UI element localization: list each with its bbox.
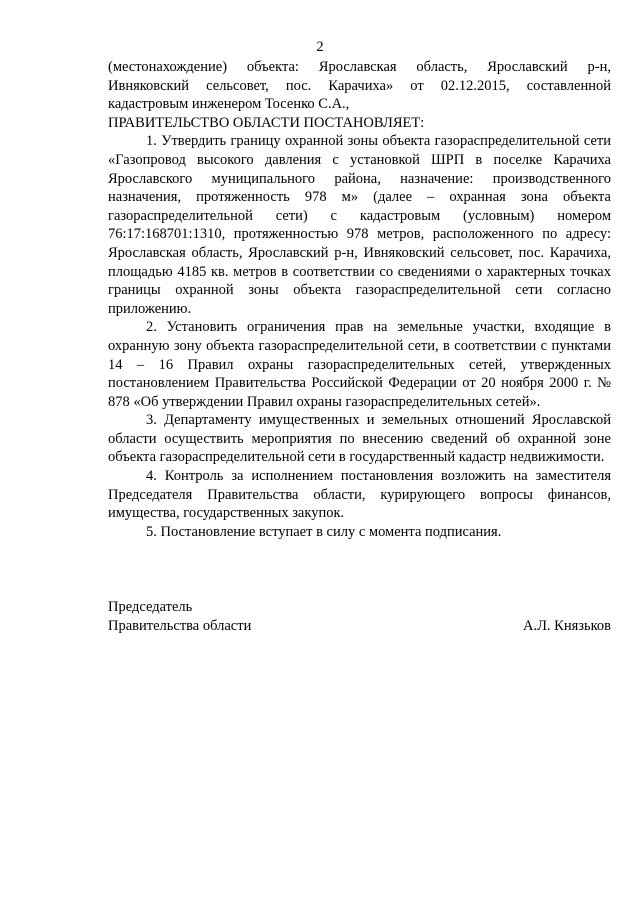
signatory-title-line2: Правительства области: [108, 618, 252, 634]
continuation-paragraph: (местонахождение) объекта: Ярославская область, Ярославский р-н, Ивняковский сельсовет, пос. Карачиха» от 02.12.2015, составленной кадастровым инженером Тосенко С.А.,: [108, 59, 611, 113]
item-4-paragraph: 4. Контроль за исполнением постановления возложить на заместителя Председателя Правительства области, курирующего вопросы финансов, имущества, государственных закупок.: [108, 468, 611, 522]
signatory-name: А.Л. Князьков: [522, 618, 611, 634]
signatory-title-line1: Председатель: [108, 599, 193, 615]
resolution-heading: ПРАВИТЕЛЬСТВО ОБЛАСТИ ПОСТАНОВЛЯЕТ:: [108, 114, 425, 131]
item-1-paragraph: 1. Утвердить границу охранной зоны объекта газораспределительной сети «Газопровод высокого давления с установкой ШРП в поселке Карачиха Ярославского муниципального района, назначение: производственного назначения, протяженность 978 м» (далее – охранная зона объекта газораспределительной сети) с кадастровым (условным) номером 76:17:168701:1310, протяженностью 978 метров, расположенного по адресу: Ярославская область, Ярославский р-н, Ивняковский сельсовет, пос. Карачиха, площадью 4185 кв. метров в соответствии со сведениями о характерных точках границы охранной зоны объекта газораспределительной сети согласно приложению.: [108, 133, 611, 317]
page-number: 2: [316, 39, 324, 55]
item-2-paragraph: 2. Установить ограничения прав на земельные участки, входящие в охранную зону объекта газораспределительной сети, в соответствии с пунктами 14 – 16 Правил охраны газораспределительных сетей, утвержденных постановлением Правительства Российской Федерации от 20 ноября 2000 г. № 878 «Об утверждении Правил охраны газораспределительных сетей».: [108, 319, 611, 410]
signature-row: [108, 617, 611, 636]
item-5-paragraph: 5. Постановление вступает в силу с момента подписания.: [146, 523, 502, 540]
item-3-paragraph: 3. Департаменту имущественных и земельных отношений Ярославской области осуществить мероприятия по внесению сведений об охранной зоне объекта газораспределительной сети в государственный кадастр недвижимости.: [108, 412, 611, 466]
signature-block: [108, 598, 611, 636]
document-body: [108, 58, 611, 541]
